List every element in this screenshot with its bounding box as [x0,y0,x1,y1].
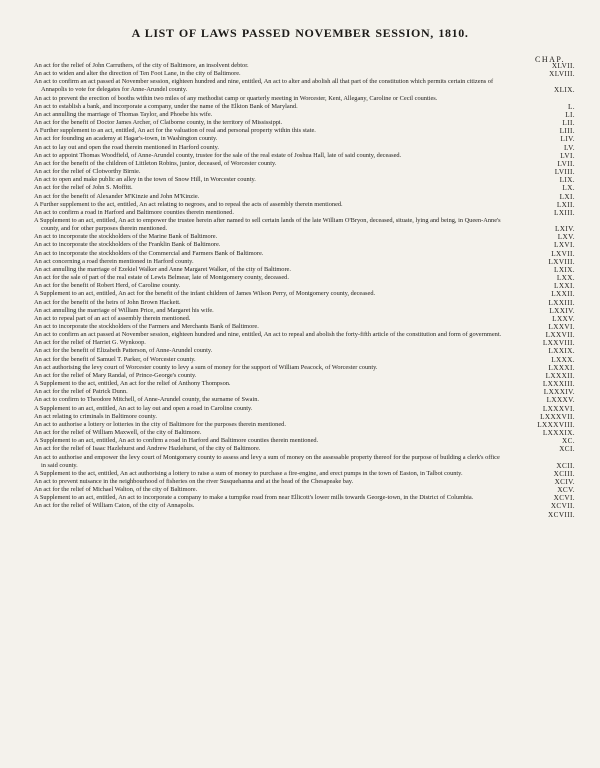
law-entry-text: A Supplement to an act, entitled, An act for the benefit of the infant children of James Wilson Perry, of Montgomery county, deceased. [34,290,376,298]
chapter-number: LXXV. [552,314,575,323]
law-entry-text: An act to confirm an act passed at November session, eighteen hundred and nine, entitled, An act to alter and abolish all that part of the constitution which permits certain citizens of Annapolis to vote for delegates for Anne-Arundel county. [34,78,494,94]
law-entry [34,193,598,201]
chapter-number: LXXIII. [548,298,575,307]
chapter-number: XCIV. [554,477,575,486]
law-entry-text: An act to incorporate the stockholders of the Farmers and Merchants Bank of Baltimore. [34,323,259,330]
chapter-number: XLVII. [551,62,575,70]
law-entry [34,478,598,486]
chapter-number: LXXXV. [546,396,575,405]
law-entry-text: A Supplement to an act, entitled, An act to incorporate a company to make a turnpike road from near Ellicott's lower mills towards George-town, in the District of Columbia. [34,494,474,502]
chapter-number: LXXXVIII. [537,420,575,429]
law-entry-text: An act relating to criminals in Baltimore county. [34,412,157,420]
law-entry-text: An act for the relief of Mary Randal, of Prince-George's county. [34,371,197,379]
laws-list [34,62,598,519]
chapter-number: XCVIII. [548,510,575,519]
law-entry-text: An act for the benefit of Robert Herd, of Caroline county. [34,282,181,290]
chapter-number: LXXVIII. [542,339,575,348]
law-entry [34,111,598,119]
chapter-number: LXIII. [554,208,575,217]
law-entry [34,470,598,478]
law-entry [34,380,598,388]
chapter-number: LXXXVI. [542,404,575,413]
chapter-number: XLIX. [554,86,575,95]
law-entry [34,241,598,249]
law-entry [34,454,598,470]
law-entry-text: A Supplement to an act, entitled, An act to confirm a road in Harford and Baltimore counties therein mentioned. [34,437,319,445]
law-entry-text: An act for the relief of Isaac Hazlehurst and Andrew Hazlehurst, of the city of Baltimore. [34,445,261,453]
chapter-number: LXXVII. [545,331,575,340]
law-entry [34,160,598,168]
law-entry [34,486,598,494]
chapter-number: L. [568,102,575,111]
law-entry [34,135,598,143]
law-entry-text: An act for the relief of Harriet G. Wynkoop. [34,339,146,347]
law-entry-text: An act to authorise and empower the levy court of Montgomery county to assess and levy a sum of money on the assessable property thereof for the purpose of building a clerk's office in said county. [34,453,500,469]
chapter-number: XCII. [556,461,575,470]
law-entry [34,511,598,519]
chapter-number: LXVII. [551,249,575,258]
law-entry-text: An act to appoint Thomas Woodfield, of Anne-Arundel county, trustee for the sale of the real estate of Joshua Hall, late of said county, deceased. [34,151,402,159]
law-entry-text: An act for the benefit of the heirs of John Brown Hackett. [34,298,181,306]
chapter-column-heading: CHAP. [535,55,565,64]
chapter-number: LXXXIX. [542,429,575,438]
chapter-number: LXXXIII. [542,380,575,389]
law-entry-text: An act for the benefit of Elizabeth Patterson, of Anne-Arundel county. [34,347,213,355]
chapter-number: LXX. [556,274,575,283]
law-entry-text: An act to confirm to Theodore Mitchell, of Anne-Arundel county, the surname of Swain. [34,396,259,404]
law-entry [34,429,598,437]
chapter-number: LXIX. [554,265,575,274]
chapter-number: LXIV. [554,225,575,234]
law-entry [34,494,598,502]
law-entry-text: A Further supplement to an act, entitled, An act for the valuation of real and personal property within this state. [34,127,316,135]
law-entry-text: An act to prevent nuisance in the neighbourhood of fisheries on the river Susquehanna and at the head of the Chesapeake bay. [34,477,354,485]
chapter-number: XCIII. [553,469,575,478]
law-entry-text: An act to open and make public an alley in the town of Snow Hill, in Worcester county. [34,176,256,184]
law-entry [34,70,598,78]
law-entry-text: An act for the relief of Michael Walton, of the city of Baltimore. [34,486,198,494]
law-entry [34,209,598,217]
chapter-number: LXII. [556,200,575,209]
law-entry-text: An act to confirm a road in Harford and Baltimore counties therein mentioned. [34,208,234,216]
chapter-number: LVI. [560,151,575,160]
law-entry-text: An act to lay out and open the road therein mentioned in Harford county. [34,143,219,151]
chapter-number: LXXIX. [548,347,575,356]
chapter-number: LX. [562,184,575,193]
law-entry [34,258,598,266]
chapter-number: XC. [562,437,575,446]
chapter-number: XCVII. [550,502,575,511]
law-entry-text: An act for the relief of William Maxwell, of the city of Baltimore. [34,429,202,437]
chapter-number: XLVIII. [549,70,575,79]
chapter-number: LXV. [557,233,575,242]
law-entry [34,184,598,192]
chapter-number: LXXXIV. [543,388,575,397]
law-entry [34,78,598,94]
law-entry-text: An act to incorporate the stockholders of the Franklin Bank of Baltimore. [34,241,221,249]
law-entry [34,95,598,103]
law-entry [34,201,598,209]
chapter-number: LXXXI. [548,363,575,372]
chapter-number: LIX. [559,176,575,185]
law-entry [34,315,598,323]
chapter-number: LXI. [559,192,575,201]
law-entry [34,250,598,258]
law-entry [34,233,598,241]
chapter-number: XCV. [557,486,575,495]
chapter-number: LIV. [560,135,575,144]
chapter-number: LXVI. [554,241,575,250]
law-entry [34,266,598,274]
chapter-number: LXXXII. [545,371,575,380]
law-entry-text: An act for the sale of part of the real estate of Lewis Belmear, late of Montgomery county, deceased. [34,274,289,282]
page-title: A LIST OF LAWS PASSED NOVEMBER SESSION, 1810. [131,26,469,40]
law-entry [34,396,598,404]
law-entry [34,347,598,355]
law-entry [34,356,598,364]
law-entry [34,176,598,184]
chapter-number: LXXII. [551,290,575,299]
chapter-number: LXXI. [554,282,575,291]
law-entry-text: An act for the relief of Clotworthy Birnie. [34,168,141,176]
chapter-number: LXXXVII. [540,412,575,421]
law-entry [34,144,598,152]
law-entry-text: A Supplement to an act, entitled, An act to empower the trustee herein after named to sell certain lands of the late William O'Bryon, deceased, situate, lying and being, in Queen-Anne's county, and for other purposes therein mentioned. [34,216,501,233]
law-entry-text: An act annulling the marriage of Ezekiel Walker and Anne Margaret Walker, of the city of Baltimore. [34,265,291,273]
law-entry-text: An act annulling the marriage of Thomas Taylor, and Phoebe his wife. [34,110,213,118]
law-entry-text: An act to prevent the erection of booths within two miles of any methodist camp or quarterly meeting in Worcester, Kent, Allegany, Caroline or Cecil counties. [34,94,438,102]
law-entry [34,217,598,233]
law-entry [34,168,598,176]
law-entry [34,437,598,445]
law-entry-text: An act for the benefit of Samuel T. Parker, of Worcester county. [34,355,196,363]
law-entry-text: An act for the relief of John Carruthers, of the city of Baltimore, an insolvent debtor. [34,62,249,69]
chapter-number: LVII. [557,159,575,168]
law-entry-text: An act for the benefit of the children of Littleton Robins, junior, deceased, of Worcester county. [34,159,277,167]
chapter-number: XCI. [559,445,575,454]
chapter-number: LXXX. [551,355,575,364]
law-entry [34,119,598,127]
law-entry [34,372,598,380]
chapter-number: LIII. [559,127,575,136]
law-entry-text: An act authorising the levy court of Worcester county to levy a sum of money for the support of William Peacock, of Worcester county. [34,363,378,371]
law-entry-text: An act to incorporate the stockholders of the Commercial and Farmers Bank of Baltimore. [34,249,264,257]
law-entry [34,299,598,307]
law-entry [34,290,598,298]
law-entry-text: An act for the benefit of Doctor James Archer, of Claiborne county, in the territory of Mississippi. [34,119,283,127]
law-entry [34,282,598,290]
law-entry-text: An act to repeal part of an act of assembly therein mentioned. [34,314,191,322]
law-entry [34,152,598,160]
law-entry [34,364,598,372]
law-entry [34,413,598,421]
law-entry [34,274,598,282]
law-entry-text: An act for founding an academy at Hagar's-town, in Washington county. [34,135,218,143]
chapter-number: LXVIII. [548,257,575,266]
chapter-number: LXXIV. [549,306,575,315]
law-entry-text: An act to authorise a lottery or lotteries in the city of Baltimore for the purposes therein mentioned. [34,420,286,428]
law-entry-text: An act for the relief of William Caton, of the city of Annapolis. [34,502,195,510]
law-entry-text: An act for the benefit of Alexander M'Kinzie and John M'Kinzie. [34,192,200,200]
law-entry-text: An act annulling the marriage of William Price, and Margaret his wife. [34,306,214,314]
law-entry-text: An act to establish a bank, and incorporate a company, under the name of the Elkton Bank of Maryland. [34,102,298,110]
law-entry [34,331,598,339]
law-entry-text: An act concerning a road therein mentioned in Harford county. [34,257,194,265]
law-entry [34,445,598,453]
law-entry-text: A Supplement to the act, entitled, An act for the relief of Anthony Thompson. [34,380,231,388]
law-entry [34,323,598,331]
law-entry [34,405,598,413]
chapter-number: LII. [562,119,575,128]
chapter-number: LI. [565,110,575,119]
law-entry [34,339,598,347]
law-entry-text: An act to confirm an act passed at November session, eighteen hundred and nine, entitled, An act to repeal and abolish the forty-fifth article of the constitution and form of government. [34,331,502,339]
law-entry [34,62,598,70]
law-entry [34,502,598,510]
law-entry-text: An act for the relief of John S. Moffitt. [34,184,133,192]
law-entry-text: A Supplement to the act, entitled, An act authorising a lottery to raise a sum of money to purchase a fire-engine, and erect pumps in the town of Easton, in Talbot county. [34,469,463,477]
law-entry-text: An act for the relief of Patrick Dunn. [34,388,128,396]
law-entry-text [34,511,503,519]
chapter-number: LXXVI. [548,323,575,331]
law-entry [34,103,598,111]
law-entry-text: An act to widen and alter the direction of Ten Foot Lane, in the city of Baltimore. [34,70,241,78]
chapter-number: LVIII. [554,168,575,177]
law-entry-text: An act to incorporate the stockholders of the Marine Bank of Baltimore. [34,233,218,241]
law-entry [34,421,598,429]
law-entry-text: A Further supplement to the act, entitled, An act relating to negroes, and to repeal the acts of assembly therein mentioned. [34,200,343,208]
law-entry [34,127,598,135]
law-entry-text: A Supplement to an act, entitled, An act to lay out and open a road in Caroline county. [34,404,253,412]
chapter-number: LV. [564,143,575,152]
law-entry [34,388,598,396]
law-entry [34,307,598,315]
chapter-number: XCVI. [553,494,575,503]
